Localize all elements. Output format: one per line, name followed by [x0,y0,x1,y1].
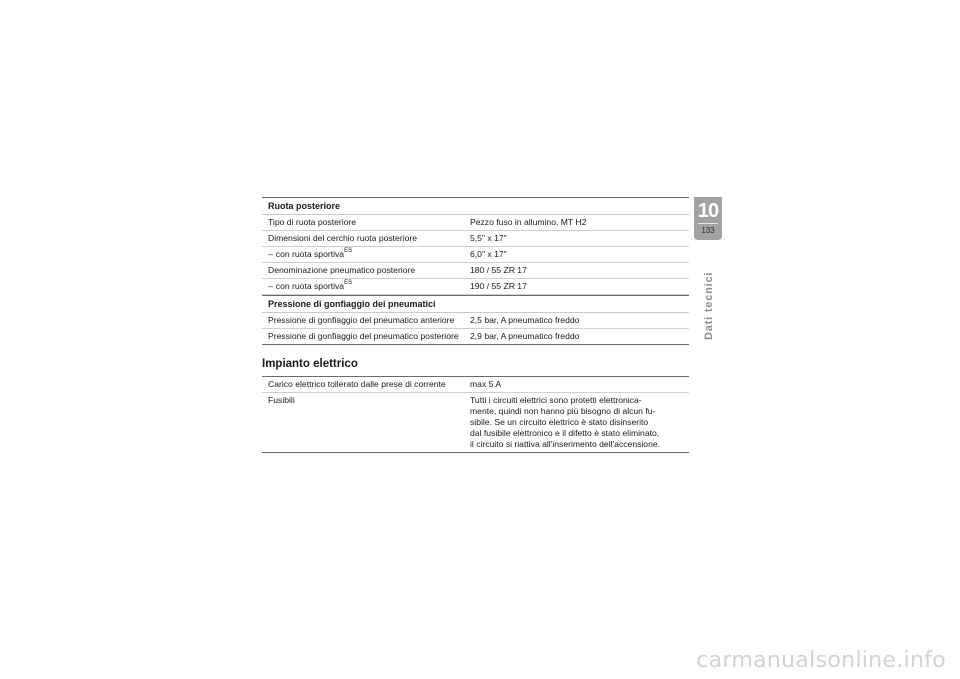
table-row [262,263,689,279]
row-label-text: con ruota sportiva [275,281,345,291]
section-title-electrical: Impianto elettrico [262,358,358,370]
chapter-number: 10 [697,200,719,222]
row-value: 2,5 bar, A pneumatico freddo [470,315,580,325]
table-row [262,279,689,295]
value-line: mente, quindi non hanno più bisogno di alcun fu- [470,406,656,416]
table-row [262,377,689,393]
table-row [262,247,689,263]
watermark: carmanualsonline.info [696,648,946,673]
value-line: dal fusibile elettronico e il difetto è stato eliminato, [470,428,660,438]
table-row [262,329,689,345]
option-superscript: ES [344,280,353,287]
table-row [262,215,689,231]
option-superscript: ES [344,248,353,255]
page-number: 133 [701,226,715,235]
electrical-table [262,376,689,453]
row-label: Fusibili [268,395,295,405]
row-label: Pressione di gonfiaggio del pneumatico anteriore [268,315,455,325]
row-value-multiline [466,395,689,450]
row-label: Tipo di ruota posteriore [268,217,357,227]
table-row [262,231,689,247]
row-label: Denominazione pneumatico posteriore [268,265,416,275]
chapter-divider [698,223,718,224]
table-row [262,393,689,453]
row-label-sub [262,249,466,260]
row-label: Dimensioni del cerchio ruota posteriore [268,233,418,243]
row-value: 190 / 55 ZR 17 [470,281,527,291]
row-label-sub [262,281,466,292]
value-line: sibile. Se un circuito elettrico è stato disinserito [470,417,649,427]
row-value: 6,0" x 17" [470,249,507,259]
dash-marker: – [268,249,273,259]
section-title-tire-pressure: Pressione di gonfiaggio dei pneumatici [262,295,689,313]
value-line: Tutti i circuiti elettrici sono protetti elettronica- [470,395,642,405]
spec-content [262,197,689,453]
table-row [262,313,689,329]
row-value: Pezzo fuso in allumino, MT H2 [470,217,587,227]
row-value: 5,5" x 17" [470,233,507,243]
row-label: Pressione di gonfiaggio del pneumatico posteriore [268,331,459,341]
section-title-rear-wheel: Ruota posteriore [262,197,689,215]
row-value: max 5 A [470,379,502,389]
row-label: Carico elettrico tollerato dalle prese di corrente [268,379,446,389]
chapter-side-title: Dati tecnici [703,271,715,340]
row-value: 2,9 bar, A pneumatico freddo [470,331,580,341]
row-value: 180 / 55 ZR 17 [470,265,527,275]
row-label-text: con ruota sportiva [275,249,345,259]
dash-marker: – [268,281,273,291]
chapter-tab [694,197,722,240]
value-line: il circuito si riattiva all'inserimento dell'accensione. [470,439,661,449]
